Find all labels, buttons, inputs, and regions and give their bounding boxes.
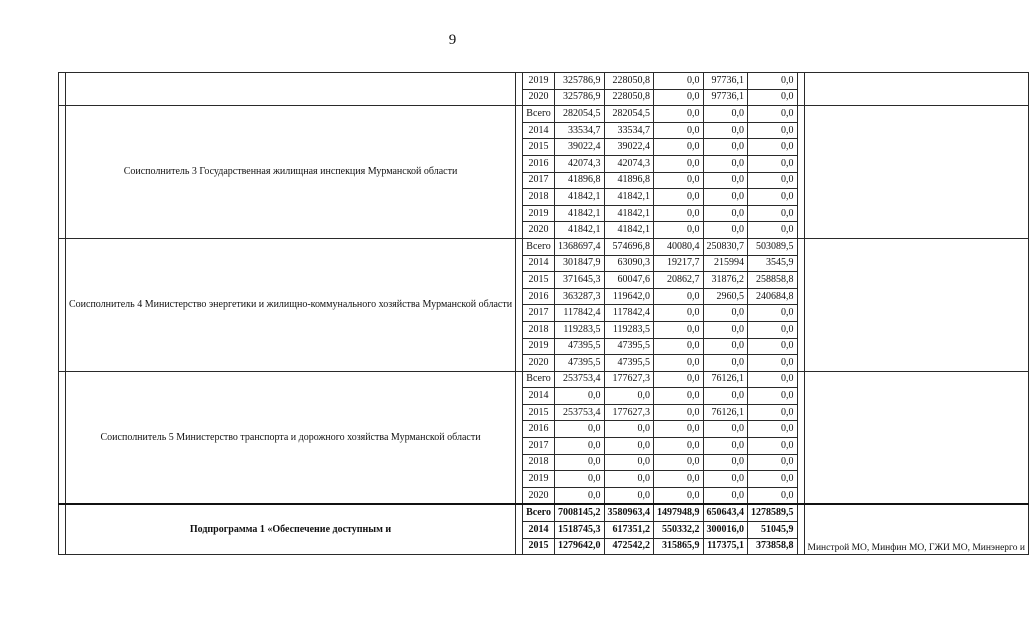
other-value: 0,0: [748, 139, 798, 156]
page-number: 9: [448, 32, 457, 48]
year-cell: 2019: [523, 471, 555, 488]
total-value: 253753,4: [555, 404, 605, 421]
total-value: 0,0: [555, 388, 605, 405]
local-value: 0,0: [703, 388, 748, 405]
index-cell: [59, 106, 66, 239]
federal-value: 41842,1: [604, 189, 654, 206]
other-value: 0,0: [748, 471, 798, 488]
federal-value: 574696,8: [604, 238, 654, 255]
other-value: 258858,8: [748, 272, 798, 289]
year-cell: 2016: [523, 288, 555, 305]
total-value: 371645,3: [555, 272, 605, 289]
total-value: 7008145,2: [555, 504, 605, 521]
federal-value: 42074,3: [604, 155, 654, 172]
regional-value: 0,0: [654, 404, 704, 421]
regional-value: 0,0: [654, 438, 704, 455]
name-cell: [66, 73, 516, 106]
local-value: 117375,1: [703, 538, 748, 555]
total-value: 41842,1: [555, 222, 605, 239]
local-value: 650643,4: [703, 504, 748, 521]
federal-value: 119283,5: [604, 321, 654, 338]
year-cell: 2016: [523, 155, 555, 172]
local-value: 0,0: [703, 205, 748, 222]
total-value: 119283,5: [555, 321, 605, 338]
source-cell: [516, 504, 523, 554]
regional-value: 0,0: [654, 222, 704, 239]
total-value: 363287,3: [555, 288, 605, 305]
table-row: [59, 371, 1029, 388]
federal-value: 0,0: [604, 438, 654, 455]
co-executor-name: Соисполнитель 4 Министерство энергетики и жилищно-коммунального хозяйства Мурманской области: [66, 238, 516, 371]
total-value: 41896,8: [555, 172, 605, 189]
year-cell: 2017: [523, 438, 555, 455]
total-value: 0,0: [555, 487, 605, 504]
local-value: 0,0: [703, 321, 748, 338]
federal-value: 33534,7: [604, 122, 654, 139]
year-cell: 2014: [523, 255, 555, 272]
local-value: 0,0: [703, 438, 748, 455]
federal-value: 0,0: [604, 388, 654, 405]
indicator-cell: [797, 371, 804, 504]
regional-value: 0,0: [654, 421, 704, 438]
federal-value: 228050,8: [604, 89, 654, 106]
year-cell: Всего: [523, 371, 555, 388]
table-row: [59, 106, 1029, 123]
indicator-cell: [797, 238, 804, 371]
table-row: [59, 73, 1029, 90]
regional-value: 0,0: [654, 106, 704, 123]
local-value: 0,0: [703, 222, 748, 239]
other-value: 0,0: [748, 338, 798, 355]
year-cell: Всего: [523, 238, 555, 255]
federal-value: 177627,3: [604, 371, 654, 388]
year-cell: 2014: [523, 122, 555, 139]
regional-value: 0,0: [654, 172, 704, 189]
responsible-cell: [804, 73, 1028, 106]
federal-value: 0,0: [604, 471, 654, 488]
budget-table: [58, 72, 1029, 555]
co-executor-name: Соисполнитель 3 Государственная жилищная инспекция Мурманской области: [66, 106, 516, 239]
local-value: 0,0: [703, 471, 748, 488]
regional-value: 40080,4: [654, 238, 704, 255]
local-value: 0,0: [703, 338, 748, 355]
federal-value: 3580963,4: [604, 504, 654, 521]
year-cell: 2017: [523, 172, 555, 189]
total-value: 41842,1: [555, 189, 605, 206]
other-value: 240684,8: [748, 288, 798, 305]
other-value: 0,0: [748, 155, 798, 172]
other-value: 0,0: [748, 421, 798, 438]
total-value: 39022,4: [555, 139, 605, 156]
regional-value: 0,0: [654, 371, 704, 388]
total-value: 0,0: [555, 438, 605, 455]
index-cell: [59, 371, 66, 504]
federal-value: 177627,3: [604, 404, 654, 421]
federal-value: 41896,8: [604, 172, 654, 189]
year-cell: 2014: [523, 522, 555, 539]
responsible-cell: [804, 106, 1028, 239]
regional-value: 1497948,9: [654, 504, 704, 521]
regional-value: 0,0: [654, 471, 704, 488]
regional-value: 0,0: [654, 454, 704, 471]
other-value: 3545,9: [748, 255, 798, 272]
responsible-executors: Минстрой МО, Минфин МО, ГЖИ МО, Минэнерго и: [804, 504, 1028, 554]
year-cell: Всего: [523, 106, 555, 123]
local-value: 300016,0: [703, 522, 748, 539]
total-value: 1279642,0: [555, 538, 605, 555]
total-value: 253753,4: [555, 371, 605, 388]
year-cell: 2017: [523, 305, 555, 322]
federal-value: 0,0: [604, 487, 654, 504]
other-value: 0,0: [748, 355, 798, 372]
federal-value: 0,0: [604, 454, 654, 471]
total-value: 0,0: [555, 471, 605, 488]
indicator-cell: [797, 73, 804, 106]
total-value: 42074,3: [555, 155, 605, 172]
total-value: 33534,7: [555, 122, 605, 139]
index-cell: [59, 73, 66, 106]
local-value: 31876,2: [703, 272, 748, 289]
regional-value: 0,0: [654, 89, 704, 106]
subprogram-name: Подпрограмма 1 «Обеспечение доступным и: [66, 504, 516, 554]
other-value: 0,0: [748, 487, 798, 504]
index-cell: [59, 504, 66, 554]
federal-value: 282054,5: [604, 106, 654, 123]
total-value: 0,0: [555, 454, 605, 471]
other-value: 0,0: [748, 122, 798, 139]
federal-value: 0,0: [604, 421, 654, 438]
other-value: 0,0: [748, 189, 798, 206]
federal-value: 63090,3: [604, 255, 654, 272]
local-value: 0,0: [703, 106, 748, 123]
federal-value: 41842,1: [604, 205, 654, 222]
other-value: 0,0: [748, 438, 798, 455]
source-cell: [516, 73, 523, 106]
other-value: 0,0: [748, 73, 798, 90]
local-value: 0,0: [703, 189, 748, 206]
regional-value: 0,0: [654, 321, 704, 338]
other-value: 0,0: [748, 172, 798, 189]
total-value: 325786,9: [555, 73, 605, 90]
total-value: 0,0: [555, 421, 605, 438]
total-value: 117842,4: [555, 305, 605, 322]
year-cell: 2015: [523, 139, 555, 156]
regional-value: 0,0: [654, 122, 704, 139]
local-value: 0,0: [703, 355, 748, 372]
other-value: 0,0: [748, 321, 798, 338]
federal-value: 119642,0: [604, 288, 654, 305]
federal-value: 47395,5: [604, 338, 654, 355]
year-cell: 2019: [523, 73, 555, 90]
other-value: 0,0: [748, 106, 798, 123]
federal-value: 228050,8: [604, 73, 654, 90]
local-value: 0,0: [703, 172, 748, 189]
federal-value: 117842,4: [604, 305, 654, 322]
year-cell: 2014: [523, 388, 555, 405]
regional-value: 0,0: [654, 288, 704, 305]
year-cell: 2020: [523, 487, 555, 504]
total-value: 1518745,3: [555, 522, 605, 539]
other-value: 0,0: [748, 222, 798, 239]
source-cell: [516, 238, 523, 371]
other-value: 1278589,5: [748, 504, 798, 521]
regional-value: 0,0: [654, 205, 704, 222]
source-cell: [516, 371, 523, 504]
total-value: 47395,5: [555, 355, 605, 372]
other-value: 0,0: [748, 454, 798, 471]
other-value: 0,0: [748, 388, 798, 405]
total-value: 301847,9: [555, 255, 605, 272]
local-value: 0,0: [703, 122, 748, 139]
other-value: 503089,5: [748, 238, 798, 255]
responsible-cell: [804, 371, 1028, 504]
co-executor-name: Соисполнитель 5 Министерство транспорта и дорожного хозяйства Мурманской области: [66, 371, 516, 504]
year-cell: 2016: [523, 421, 555, 438]
year-cell: 2018: [523, 189, 555, 206]
federal-value: 60047,6: [604, 272, 654, 289]
other-value: 0,0: [748, 404, 798, 421]
other-value: 0,0: [748, 305, 798, 322]
local-value: 0,0: [703, 155, 748, 172]
local-value: 76126,1: [703, 404, 748, 421]
year-cell: 2015: [523, 272, 555, 289]
local-value: 2960,5: [703, 288, 748, 305]
federal-value: 472542,2: [604, 538, 654, 555]
federal-value: 617351,2: [604, 522, 654, 539]
responsible-cell: [804, 238, 1028, 371]
local-value: 0,0: [703, 305, 748, 322]
regional-value: 550332,2: [654, 522, 704, 539]
local-value: 97736,1: [703, 89, 748, 106]
index-cell: [59, 238, 66, 371]
other-value: 51045,9: [748, 522, 798, 539]
year-cell: 2020: [523, 89, 555, 106]
regional-value: 0,0: [654, 487, 704, 504]
total-value: 325786,9: [555, 89, 605, 106]
regional-value: 0,0: [654, 388, 704, 405]
indicator-cell: [797, 106, 804, 239]
budget-table-body: [59, 73, 1029, 555]
year-cell: 2020: [523, 222, 555, 239]
local-value: 0,0: [703, 487, 748, 504]
local-value: 0,0: [703, 421, 748, 438]
federal-value: 47395,5: [604, 355, 654, 372]
other-value: 0,0: [748, 89, 798, 106]
regional-value: 0,0: [654, 155, 704, 172]
year-cell: 2018: [523, 321, 555, 338]
local-value: 97736,1: [703, 73, 748, 90]
other-value: 0,0: [748, 205, 798, 222]
other-value: 0,0: [748, 371, 798, 388]
table-row: [59, 504, 1029, 521]
regional-value: 0,0: [654, 139, 704, 156]
year-cell: 2015: [523, 404, 555, 421]
regional-value: 20862,7: [654, 272, 704, 289]
local-value: 250830,7: [703, 238, 748, 255]
indicator-cell: [797, 504, 804, 554]
total-value: 41842,1: [555, 205, 605, 222]
year-cell: 2020: [523, 355, 555, 372]
local-value: 215994: [703, 255, 748, 272]
regional-value: 315865,9: [654, 538, 704, 555]
local-value: 76126,1: [703, 371, 748, 388]
local-value: 0,0: [703, 454, 748, 471]
total-value: 47395,5: [555, 338, 605, 355]
total-value: 282054,5: [555, 106, 605, 123]
federal-value: 41842,1: [604, 222, 654, 239]
other-value: 373858,8: [748, 538, 798, 555]
year-cell: Всего: [523, 504, 555, 521]
local-value: 0,0: [703, 139, 748, 156]
regional-value: 0,0: [654, 305, 704, 322]
federal-value: 39022,4: [604, 139, 654, 156]
regional-value: 0,0: [654, 73, 704, 90]
table-row: [59, 238, 1029, 255]
source-cell: [516, 106, 523, 239]
regional-value: 19217,7: [654, 255, 704, 272]
total-value: 1368697,4: [555, 238, 605, 255]
regional-value: 0,0: [654, 338, 704, 355]
regional-value: 0,0: [654, 355, 704, 372]
year-cell: 2019: [523, 205, 555, 222]
year-cell: 2015: [523, 538, 555, 555]
year-cell: 2018: [523, 454, 555, 471]
year-cell: 2019: [523, 338, 555, 355]
regional-value: 0,0: [654, 189, 704, 206]
